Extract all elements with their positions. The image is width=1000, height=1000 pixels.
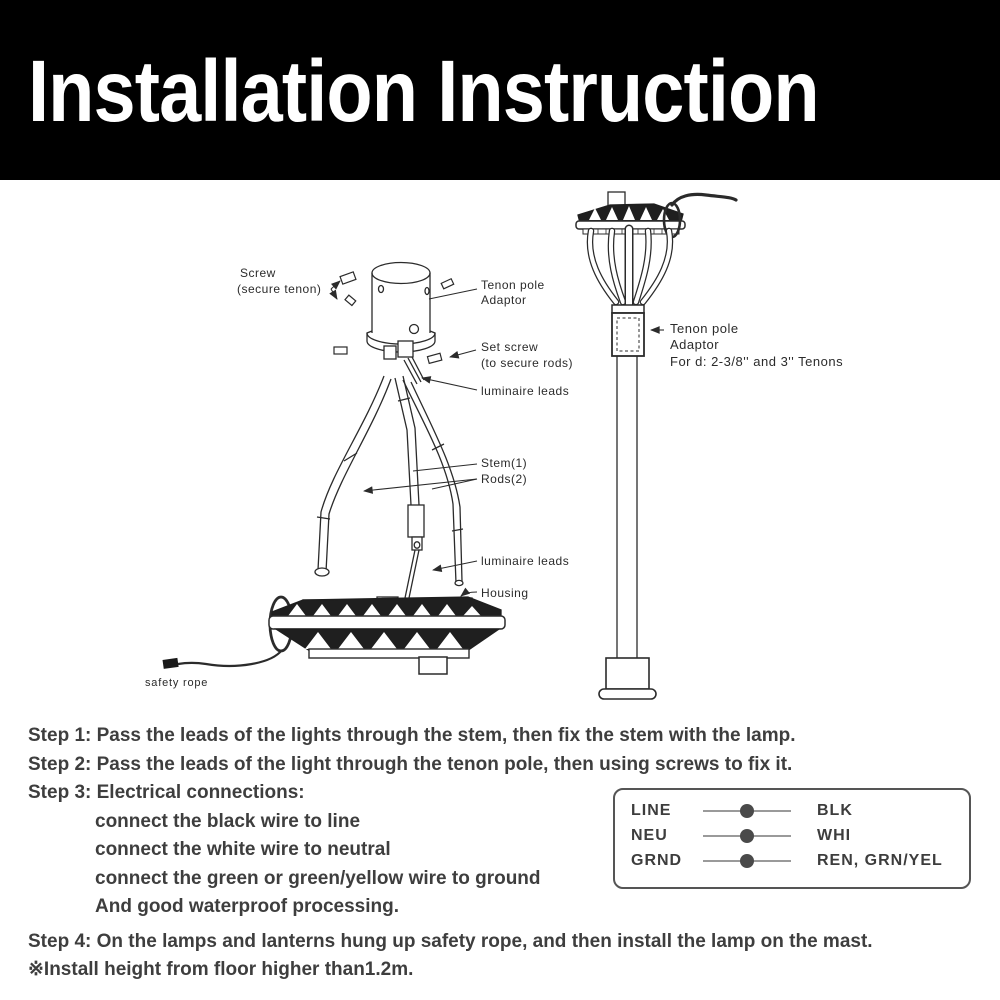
step-3-sub-2: connect the white wire to neutral [95, 839, 391, 860]
label-pole-adaptor-3: For d: 2-3/8'' and 3'' Tenons [670, 354, 844, 369]
label-screw: Screw [240, 266, 276, 280]
label-pole-adaptor-2: Adaptor [670, 337, 720, 352]
label-set-screw-2: (to secure rods) [481, 356, 574, 370]
pole-mast [617, 356, 637, 658]
label-set-screw: Set screw [481, 340, 539, 354]
label-screw-2: (secure tenon) [237, 282, 322, 296]
install-height-note: ※Install height from floor higher than1.2m. [28, 959, 414, 980]
pole-safety-rope [672, 194, 736, 205]
wiring-terminal: NEU [631, 826, 668, 844]
pole-base [599, 689, 656, 699]
step-2: Step 2: Pass the leads of the light through the tenon pole, then using screws to fix it. [28, 753, 793, 775]
label-pole-adaptor-1: Tenon pole [670, 321, 739, 336]
wire-connector-icon [703, 853, 791, 869]
wiring-terminal: LINE [631, 801, 672, 819]
pole-lamp-arms [590, 229, 670, 304]
wiring-row-grnd [615, 848, 969, 873]
step-1: Step 1: Pass the leads of the lights through the stem, then fix the stem with the lamp. [28, 725, 796, 746]
wire-connector-icon [703, 803, 791, 819]
page-title: Installation Instruction [28, 43, 819, 140]
step-3: Step 3: Electrical connections: [28, 782, 305, 803]
label-tenon-adaptor: Tenon pole [481, 278, 545, 292]
tenon-adaptor-drawing [367, 263, 435, 385]
wiring-wire-color: WHI [817, 826, 852, 844]
step-3-sub-3: connect the green or green/yellow wire to ground [95, 867, 541, 889]
wiring-row-neu [615, 823, 969, 848]
wiring-row-line [615, 798, 969, 823]
safety-rope-tip [163, 658, 179, 669]
assembled-pole-diagram [576, 192, 843, 699]
safety-rope-drawing [178, 650, 282, 666]
label-luminaire-leads-lower: luminaire leads [481, 554, 570, 568]
wiring-terminal: GRND [631, 851, 683, 869]
label-safety-rope: safety rope [145, 677, 209, 689]
wiring-wire-color: REN, GRN/YEL [817, 851, 943, 869]
label-tenon-adaptor-2: Adaptor [481, 293, 527, 307]
pole-lamp-head [576, 192, 736, 237]
label-stem: Stem(1) [481, 456, 528, 470]
pole-and-base [599, 305, 656, 699]
label-housing: Housing [481, 586, 529, 600]
label-luminaire-leads-upper: luminaire leads [481, 384, 570, 398]
housing-drawing [163, 597, 505, 674]
wiring-legend-box [613, 788, 971, 889]
exploded-lamp-diagram [145, 263, 573, 690]
label-rods: Rods(2) [481, 472, 528, 486]
step-3-sub-4: And good waterproof processing. [95, 896, 400, 917]
step-3-sub-1: connect the black wire to line [95, 810, 361, 832]
step-4: Step 4: On the lamps and lanterns hung up safety rope, and then install the lamp on the mast. [28, 930, 873, 952]
wire-connector-icon [703, 828, 791, 844]
wiring-wire-color: BLK [817, 801, 853, 819]
